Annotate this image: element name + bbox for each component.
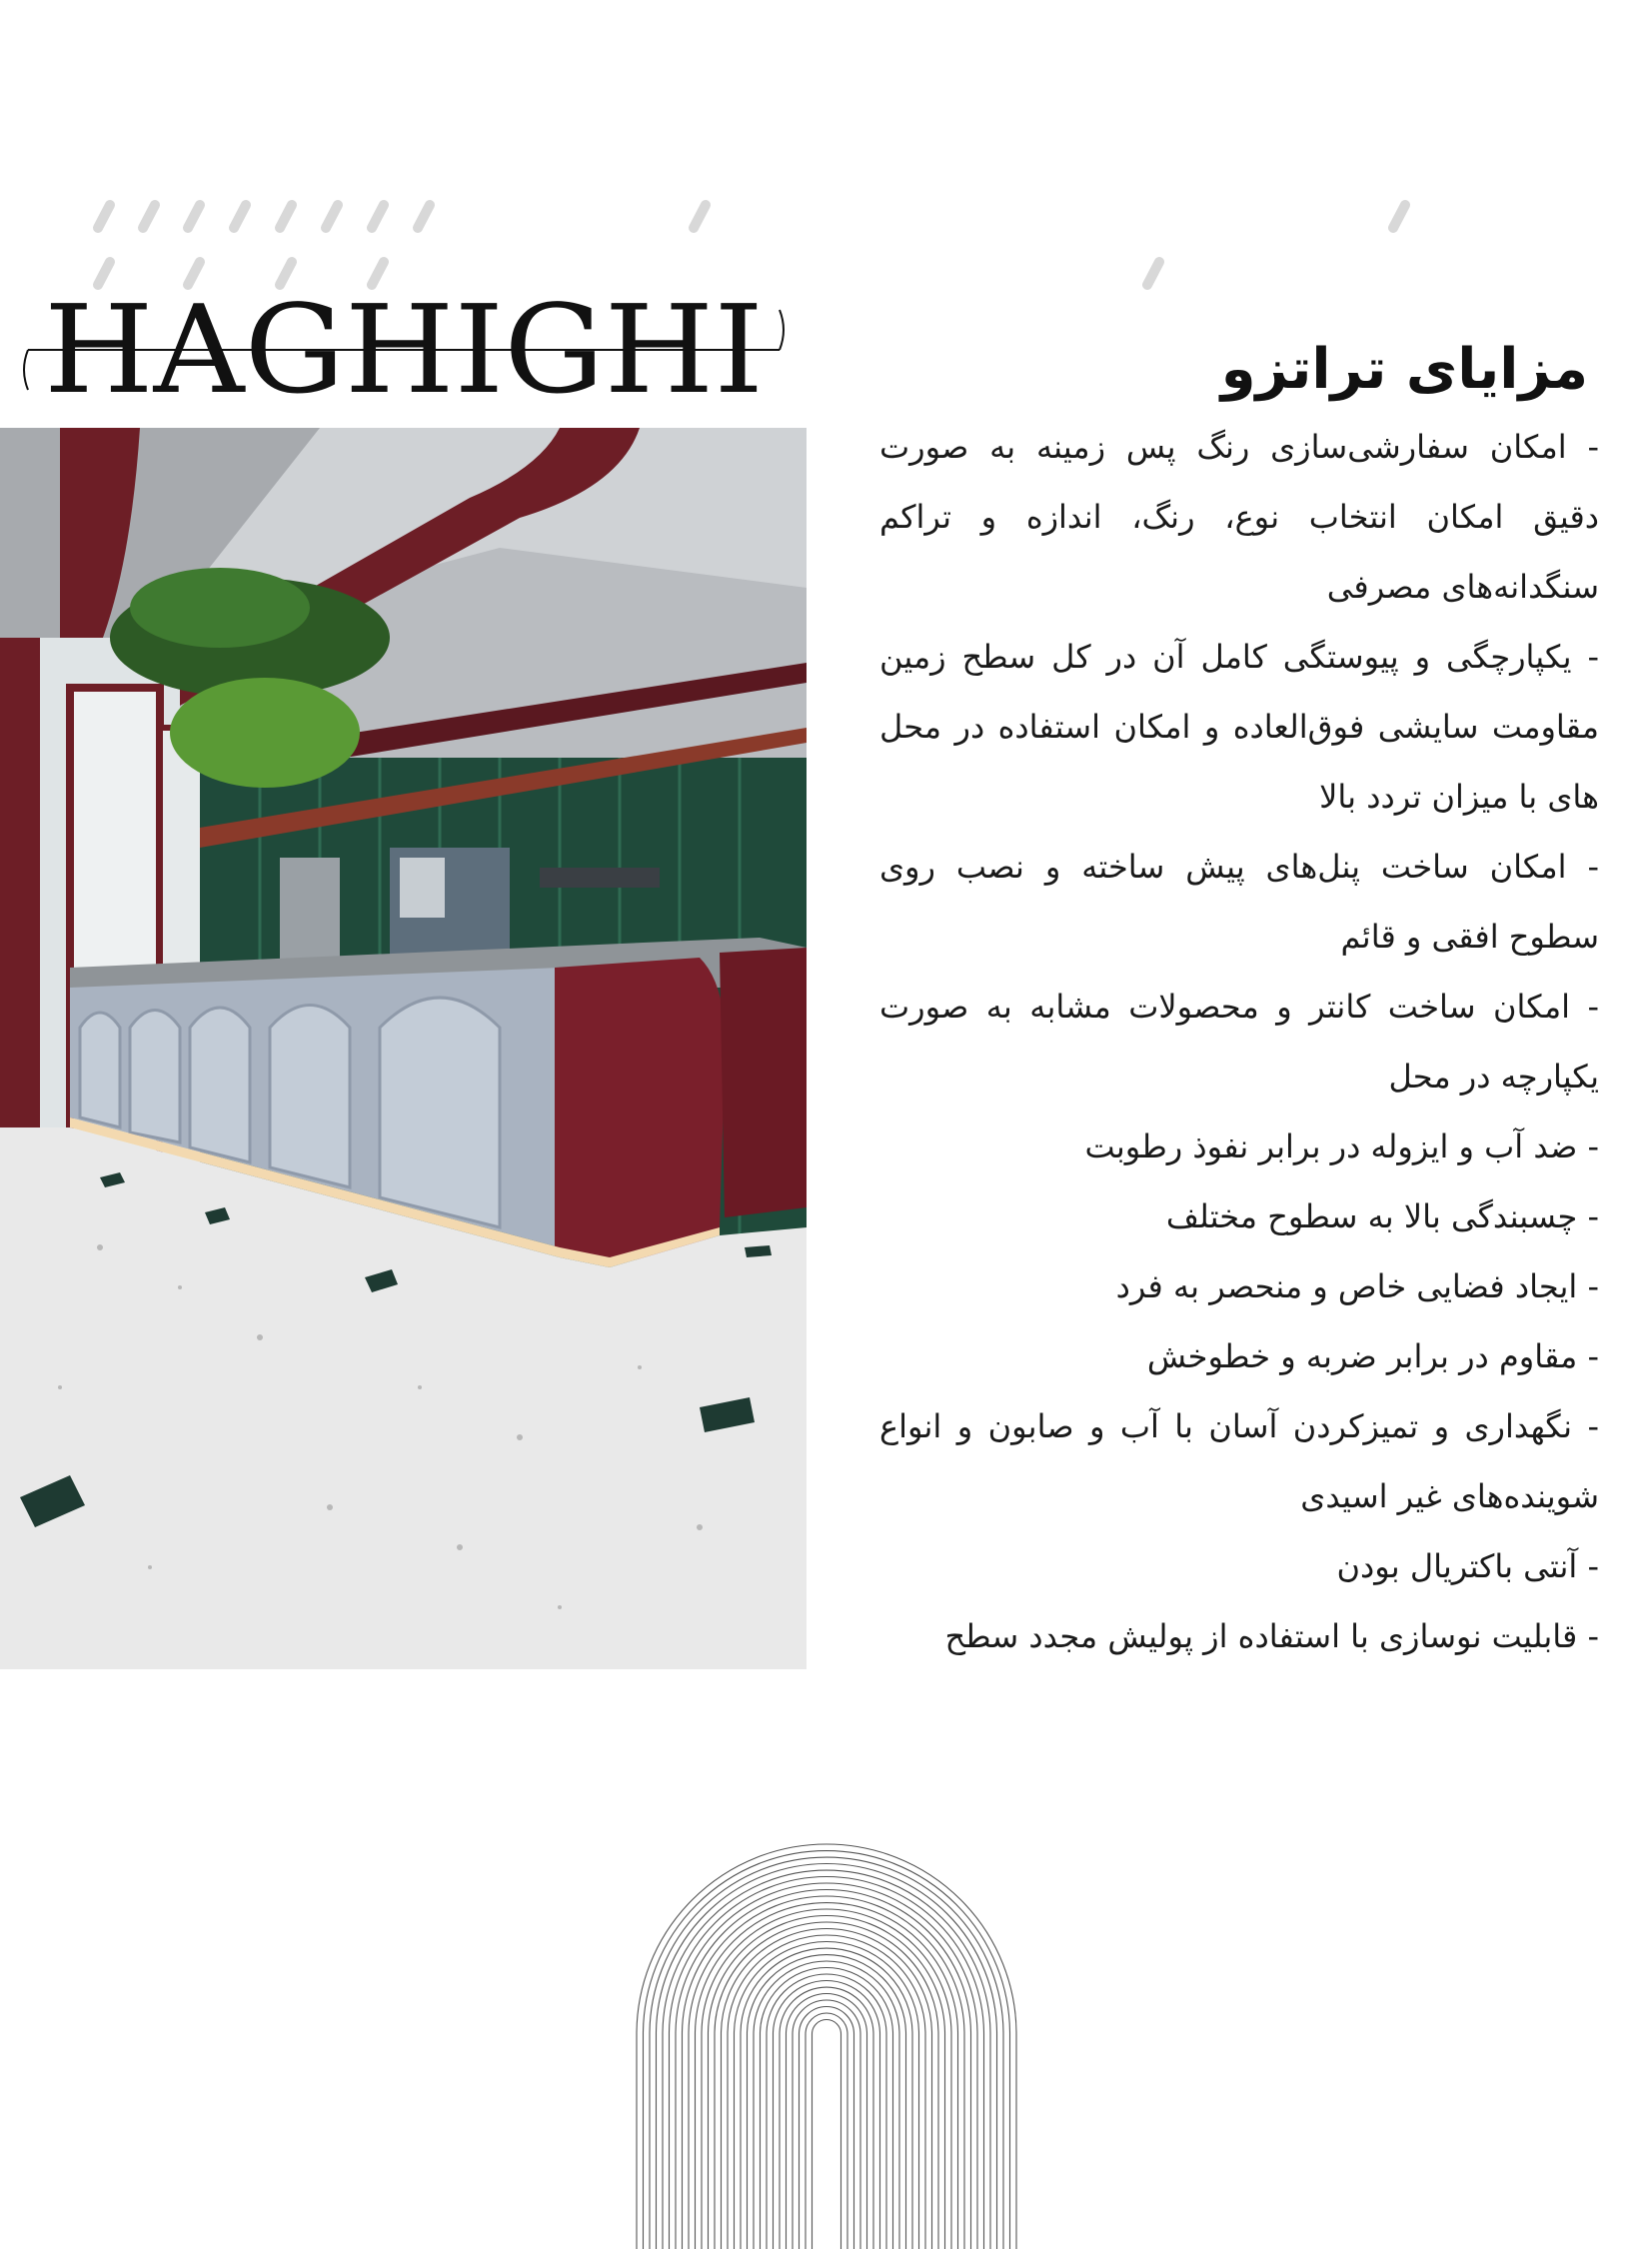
- list-item: - امکان ساخت کانتر و محصولات مشابه به صورت یکپارچه در محل: [879, 988, 1599, 1096]
- list-item: - امکان ساخت پنل‌های پیش ساخته و نصب روی سطوح افقی و قائم: [879, 848, 1599, 956]
- list-item: - آنتی باکتریال بودن: [1336, 1547, 1599, 1585]
- section-title: مزایای تراتزو: [1220, 337, 1588, 402]
- arch-lines-icon: [632, 1839, 1021, 2249]
- list-item: - ایجاد فضایی خاص و منحصر به فرد: [1115, 1267, 1599, 1305]
- list-item: - نگهداری و تمیزکردن آسان با آب و صابون و انواع شوینده‌های غیر اسیدی: [879, 1407, 1599, 1515]
- haghighi-logo: [18, 290, 790, 410]
- logo-text: HAGHIGHI: [44, 290, 764, 410]
- features-list: [879, 412, 1599, 1671]
- list-item: - چسبندگی بالا به سطوح مختلف: [1165, 1197, 1599, 1235]
- list-item: - یکپارچگی و پیوستگی کامل آن در کل سطح زمین مقاومت سایشی فوق‌العاده و امکان استفاده در محل های با میزان تردد بالا: [879, 638, 1599, 816]
- terrazzo-counter-photo: [0, 428, 807, 1669]
- list-item: - قابلیت نوسازی با استفاده از پولیش مجدد سطح: [944, 1617, 1599, 1655]
- list-item: - ضد آب و ایزوله در برابر نفوذ رطوبت: [1084, 1127, 1599, 1165]
- decorative-slashes: [0, 0, 1652, 320]
- list-item: - مقاوم در برابر ضربه و خطوخش: [1146, 1337, 1599, 1375]
- list-item: - امکان سفارشی‌سازی رنگ پس زمینه به صورت دقیق امکان انتخاب نوع، رنگ، اندازه و تراکم سنگدانه‌های مصرفی: [879, 428, 1599, 606]
